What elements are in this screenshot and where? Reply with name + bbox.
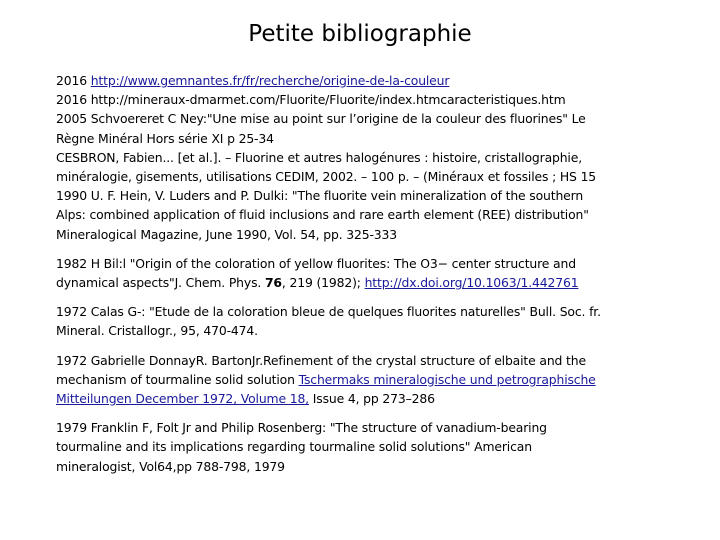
entry-line: CESBRON, Fabien... [et al.]. – Fluorine et autres halogénures : histoire, cristallographie, — [56, 149, 582, 165]
bibliography-body — [56, 71, 676, 476]
bibliography-entry-4 — [56, 351, 676, 409]
entry-line: Mineralogical Magazine, June 1990, Vol. 54, pp. 325-333 — [56, 226, 397, 242]
entry-line: 1979 Franklin F, Folt Jr and Philip Rosenberg: "The structure of vanadium-bearing — [56, 420, 547, 436]
tschermaks-link[interactable]: Tschermaks mineralogische und petrographische — [298, 371, 596, 387]
entry-line: Règne Minéral Hors série XI p 25-34 — [56, 130, 274, 146]
entry-line: mineralogist, Vol64,pp 788-798, 1979 — [56, 458, 285, 474]
volume-number: 76 — [264, 275, 282, 291]
entry-line: 2016 http://mineraux-dmarmet.com/Fluorite/Fluorite/index.htmcaracteristiques.htm — [56, 92, 566, 108]
entry-line: Mitteilungen December 1972, Volume 18, Issue 4, pp 273–286 — [56, 391, 435, 407]
entry-line: 2016 http://www.gemnantes.fr/fr/recherche/origine-de-la-couleur — [56, 73, 450, 88]
doi-link[interactable]: http://dx.doi.org/10.1063/1.442761 — [364, 275, 579, 291]
entry-line: dynamical aspects"J. Chem. Phys. 76, 219 (1982); http://dx.doi.org/10.1063/1.442761 — [56, 275, 579, 291]
entry-line: 1990 U. F. Hein, V. Luders and P. Dulki: "The fluorite vein mineralization of the southern — [56, 188, 584, 204]
gemnantes-link[interactable]: http://www.gemnantes.fr/fr/recherche/origine-de-la-couleur — [90, 73, 450, 88]
entry-line: 1982 H Bil:l "Origin of the coloration of yellow fluorites: The O3− center structure and — [56, 255, 576, 271]
page-title: Petite bibliographie — [248, 21, 472, 47]
entry-line: mechanism of tourmaline solid solution Tschermaks mineralogische und petrographische — [56, 371, 596, 387]
entry-line: 1972 Gabrielle DonnayR. BartonJr.Refinement of the crystal structure of elbaite and the — [56, 352, 586, 368]
entry-line: 1972 Calas G-: "Etude de la coloration bleue de quelques fluorites naturelles" Bull. Soc. fr. — [56, 304, 601, 320]
mitteilungen-link[interactable]: Mitteilungen December 1972, Volume 18, — [56, 391, 309, 407]
entry-line: 2005 Schvoereret C Ney:"Une mise au point sur l’origine de la couleur des fluorines" Le — [56, 111, 586, 127]
bibliography-entry-3 — [56, 302, 676, 340]
entry-line: tourmaline and its implications regarding tourmaline solid solutions" American — [56, 439, 532, 455]
bibliography-entry-1 — [56, 71, 676, 244]
entry-line: minéralogie, gisements, utilisations CEDIM, 2002. – 100 p. – (Minéraux et fossiles ; HS 15 — [56, 169, 597, 185]
entry-line: Mineral. Cristallogr., 95, 470-474. — [56, 323, 258, 339]
entry-line: Alps: combined application of fluid inclusions and rare earth element (REE) distribution" — [56, 207, 589, 223]
bibliography-entry-5 — [56, 418, 676, 476]
bibliography-entry-2 — [56, 254, 676, 292]
